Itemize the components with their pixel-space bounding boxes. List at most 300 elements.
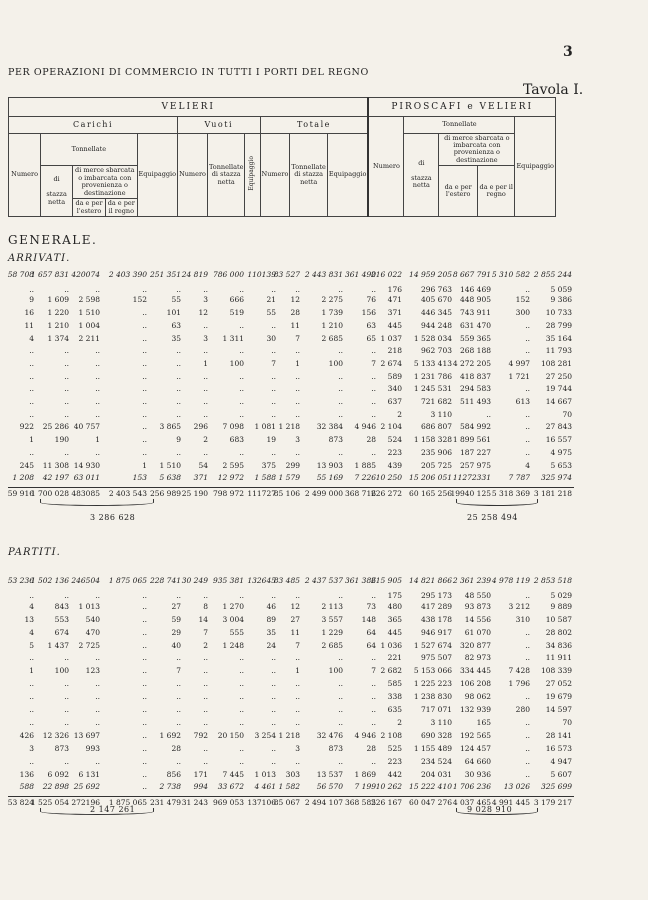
table-cell: 1 036 bbox=[380, 640, 402, 650]
table-cell: 1 525 054 bbox=[30, 798, 69, 808]
table-cell: 786 000 bbox=[212, 270, 244, 279]
table-cell: 27 bbox=[171, 601, 181, 611]
table-cell: 108 281 bbox=[540, 358, 572, 368]
table-cell: .. bbox=[64, 705, 69, 714]
table-cell: .. bbox=[203, 346, 208, 356]
table-row bbox=[0, 295, 648, 306]
table-cell: .. bbox=[64, 409, 69, 419]
table-cell: .. bbox=[142, 717, 147, 727]
table-cell: 442 bbox=[387, 769, 402, 779]
table-cell: 420074 bbox=[71, 270, 100, 279]
table-cell: 15 206 051 bbox=[409, 473, 452, 483]
arrivati-grand-carichi: 3 286 628 bbox=[90, 513, 136, 522]
sum-divider bbox=[8, 487, 574, 488]
table-cell: .. bbox=[142, 743, 147, 753]
table-cell: 4 997 bbox=[508, 358, 530, 368]
table-cell: .. bbox=[95, 397, 100, 406]
table-cell: .. bbox=[176, 409, 181, 419]
table-cell: .. bbox=[29, 679, 34, 689]
table-cell: 24 819 bbox=[181, 270, 208, 279]
table-cell: 12 bbox=[290, 601, 300, 611]
table-cell: 8 bbox=[203, 601, 208, 611]
table-cell: 4 037 465 bbox=[452, 798, 491, 808]
table-cell: 152 bbox=[132, 295, 147, 305]
table-cell: 28 799 bbox=[545, 320, 572, 330]
table-cell: 53 824 bbox=[7, 798, 34, 808]
table-cell: 1 875 065 bbox=[108, 798, 147, 808]
table-cell: 1 004 bbox=[78, 320, 100, 330]
table-cell: .. bbox=[64, 653, 69, 663]
table-cell: 417 289 bbox=[420, 601, 452, 611]
table-row bbox=[0, 628, 648, 639]
table-cell: 2 685 bbox=[321, 333, 343, 343]
table-cell: 4 461 bbox=[254, 782, 276, 792]
table-cell: 35 bbox=[171, 333, 181, 343]
table-cell: .. bbox=[176, 590, 181, 600]
table-cell: 7 bbox=[271, 358, 276, 368]
table-cell: .. bbox=[525, 653, 530, 663]
table-cell: 2 499 000 bbox=[304, 488, 343, 498]
table-cell: 1 158 328 bbox=[413, 435, 452, 445]
table-cell: 32 384 bbox=[316, 422, 343, 432]
table-cell: 28 bbox=[366, 435, 376, 445]
table-cell: 55 bbox=[171, 295, 181, 305]
table-cell: 2 bbox=[203, 640, 208, 650]
table-cell: 325 974 bbox=[540, 473, 572, 483]
table-row bbox=[0, 641, 648, 652]
table-cell: .. bbox=[29, 384, 34, 394]
table-cell: 296 763 bbox=[420, 284, 452, 294]
table-cell: 24 bbox=[266, 640, 276, 650]
table-cell: .. bbox=[203, 397, 208, 406]
table-row bbox=[0, 321, 648, 332]
table-cell: 56 570 bbox=[316, 782, 343, 792]
table-cell: .. bbox=[95, 371, 100, 381]
table-cell: .. bbox=[95, 679, 100, 689]
table-cell: .. bbox=[142, 333, 147, 343]
table-cell: .. bbox=[525, 692, 530, 702]
table-cell: .. bbox=[95, 346, 100, 356]
table-cell: 204 031 bbox=[420, 769, 452, 779]
table-cell: 1 502 136 bbox=[30, 576, 69, 585]
table-cell: 12 326 bbox=[42, 730, 69, 740]
header-numero-v: Numero bbox=[178, 133, 208, 217]
header-equipaggio-p: Equipaggio bbox=[515, 117, 556, 217]
table-cell: 6 131 bbox=[78, 769, 100, 779]
table-cell: .. bbox=[64, 358, 69, 368]
table-cell: .. bbox=[203, 371, 208, 381]
table-cell: 445 bbox=[387, 320, 402, 330]
table-cell: 216 022 bbox=[370, 270, 402, 279]
table-cell: .. bbox=[271, 346, 276, 356]
table-cell: .. bbox=[142, 782, 147, 792]
table-cell: 7 bbox=[371, 666, 376, 676]
table-cell: 944 248 bbox=[420, 320, 452, 330]
table-cell: 969 053 bbox=[212, 798, 244, 808]
table-cell: 721 682 bbox=[420, 397, 452, 406]
table-cell: .. bbox=[142, 447, 147, 457]
table-cell: 2 403 543 bbox=[108, 488, 147, 498]
header-numero-p: Numero bbox=[368, 117, 404, 217]
table-cell: 55 169 bbox=[316, 473, 343, 483]
table-cell: .. bbox=[64, 371, 69, 381]
table-cell: .. bbox=[203, 409, 208, 419]
table-cell: 25 190 bbox=[181, 488, 208, 498]
table-cell: 325 699 bbox=[540, 782, 572, 792]
table-cell: 10 733 bbox=[545, 308, 572, 318]
table-cell: 1 796 bbox=[508, 679, 530, 689]
table-cell: .. bbox=[142, 435, 147, 445]
table-row bbox=[0, 705, 648, 716]
table-cell: .. bbox=[295, 346, 300, 356]
table-cell: 152 bbox=[515, 295, 530, 305]
table-cell: .. bbox=[176, 705, 181, 714]
table-cell: 426 bbox=[19, 730, 34, 740]
table-cell: .. bbox=[176, 692, 181, 702]
table-cell: 60 165 256 bbox=[409, 488, 452, 498]
table-cell: 1 899 561 bbox=[452, 435, 491, 445]
table-cell: .. bbox=[176, 447, 181, 457]
table-cell: .. bbox=[271, 590, 276, 600]
column-header-table bbox=[8, 97, 556, 217]
table-cell: .. bbox=[239, 384, 244, 394]
table-cell: 922 bbox=[19, 422, 34, 432]
table-cell: 1 706 236 bbox=[452, 782, 491, 792]
table-cell: .. bbox=[295, 653, 300, 663]
table-cell: .. bbox=[95, 284, 100, 294]
table-cell: .. bbox=[203, 320, 208, 330]
table-cell: .. bbox=[525, 743, 530, 753]
table-cell: 34 836 bbox=[545, 640, 572, 650]
table-cell: 683 bbox=[229, 435, 244, 445]
table-cell: 7 bbox=[176, 666, 181, 676]
table-cell: 439 bbox=[387, 460, 402, 470]
table-row bbox=[0, 744, 648, 755]
table-cell: 98 062 bbox=[464, 692, 491, 702]
piroscafi-brace bbox=[456, 499, 538, 506]
table-cell: .. bbox=[142, 756, 147, 766]
header-equip-v bbox=[245, 133, 260, 217]
header-stazza-c: di stazza netta bbox=[41, 166, 73, 217]
table-cell: .. bbox=[271, 679, 276, 689]
table-cell: .. bbox=[95, 717, 100, 727]
table-cell: .. bbox=[142, 371, 147, 381]
table-cell: 32 476 bbox=[316, 730, 343, 740]
table-cell: 1 528 034 bbox=[413, 333, 452, 343]
table-cell: 375 bbox=[261, 460, 276, 470]
table-cell: 524 bbox=[387, 435, 402, 445]
table-cell: .. bbox=[95, 384, 100, 394]
table-cell: 64 bbox=[366, 640, 376, 650]
table-cell: .. bbox=[371, 284, 376, 294]
table-label: Tavola I. bbox=[523, 82, 584, 98]
table-cell: 1 bbox=[142, 460, 147, 470]
table-cell: .. bbox=[142, 601, 147, 611]
table-cell: .. bbox=[142, 384, 147, 394]
table-cell: 132645 bbox=[247, 576, 276, 585]
table-cell: 234 524 bbox=[420, 756, 452, 766]
table-cell: 1 037 bbox=[380, 333, 402, 343]
table-cell: 63 011 bbox=[73, 473, 100, 483]
table-cell: 5 310 582 bbox=[491, 270, 530, 279]
table-cell: .. bbox=[271, 705, 276, 714]
table-cell: 7 226 bbox=[354, 473, 376, 483]
table-cell: .. bbox=[142, 320, 147, 330]
table-cell: .. bbox=[338, 371, 343, 381]
table-cell: .. bbox=[371, 679, 376, 689]
table-cell: 1 374 bbox=[47, 333, 69, 343]
table-cell: 176 bbox=[387, 284, 402, 294]
table-cell: 873 bbox=[328, 743, 343, 753]
table-cell: 994 bbox=[193, 782, 208, 792]
table-cell: 223 bbox=[387, 447, 402, 457]
table-cell: 187 227 bbox=[459, 447, 491, 457]
table-cell: 9 386 bbox=[550, 295, 572, 305]
table-cell: .. bbox=[525, 447, 530, 457]
table-cell: 300 bbox=[515, 308, 530, 318]
table-cell: 89 bbox=[266, 614, 276, 624]
table-cell: .. bbox=[295, 371, 300, 381]
table-cell: 171 bbox=[193, 769, 208, 779]
table-row bbox=[0, 285, 648, 296]
table-cell: .. bbox=[271, 384, 276, 394]
table-cell: 2 361 239 bbox=[452, 576, 491, 585]
table-cell: 559 365 bbox=[459, 333, 491, 343]
table-cell: 16 573 bbox=[545, 743, 572, 753]
table-cell: 1 437 bbox=[47, 640, 69, 650]
table-cell: .. bbox=[95, 705, 100, 714]
table-cell: 856 bbox=[166, 769, 181, 779]
table-cell: 448 905 bbox=[459, 295, 491, 305]
table-cell: 5 653 bbox=[550, 460, 572, 470]
table-row bbox=[0, 757, 648, 768]
table-cell: 13 bbox=[24, 614, 34, 624]
table-cell: 1 225 223 bbox=[413, 679, 452, 689]
table-cell: .. bbox=[271, 284, 276, 294]
table-cell: .. bbox=[203, 384, 208, 394]
table-row bbox=[0, 346, 648, 357]
table-cell: .. bbox=[525, 409, 530, 419]
table-cell: .. bbox=[239, 397, 244, 406]
header-tonnellate-c: Tonnellate bbox=[41, 133, 137, 166]
table-cell: 83 485 bbox=[273, 576, 300, 585]
table-cell: 2 674 bbox=[380, 358, 402, 368]
table-cell: 11 bbox=[290, 627, 300, 637]
table-cell: 873 bbox=[328, 435, 343, 445]
table-cell: 16 bbox=[24, 308, 34, 318]
table-cell: .. bbox=[338, 692, 343, 702]
table-cell: 296 bbox=[193, 422, 208, 432]
table-cell: .. bbox=[525, 590, 530, 600]
table-cell: 4 991 445 bbox=[491, 798, 530, 808]
header-tonn-v: Tonnellate di stazza netta bbox=[207, 133, 244, 217]
table-cell: .. bbox=[371, 705, 376, 714]
table-cell: 15 222 410 bbox=[409, 782, 452, 792]
table-cell: 5 318 369 bbox=[491, 488, 530, 498]
table-cell: 480 bbox=[387, 601, 402, 611]
table-cell: 674 bbox=[54, 627, 69, 637]
table-cell: 3 212 bbox=[508, 601, 530, 611]
table-cell: .. bbox=[29, 705, 34, 714]
table-cell: 35 bbox=[266, 627, 276, 637]
table-cell: 686 807 bbox=[420, 422, 452, 432]
table-cell: 280 bbox=[515, 705, 530, 714]
table-cell: 7 bbox=[295, 333, 300, 343]
table-cell: .. bbox=[338, 705, 343, 714]
table-cell: 165 bbox=[476, 717, 491, 727]
table-cell: .. bbox=[176, 384, 181, 394]
table-cell: .. bbox=[29, 284, 34, 294]
table-cell: 3 bbox=[295, 435, 300, 445]
table-cell: 2 437 537 bbox=[304, 576, 343, 585]
table-cell: 2 113 bbox=[321, 601, 343, 611]
table-cell: 64 660 bbox=[464, 756, 491, 766]
table-cell: 2 853 518 bbox=[533, 576, 572, 585]
table-cell: .. bbox=[371, 717, 376, 727]
arrivati-label: ARRIVATI. bbox=[8, 253, 71, 264]
table-cell: .. bbox=[142, 308, 147, 318]
table-cell: .. bbox=[371, 409, 376, 419]
table-cell: .. bbox=[203, 447, 208, 457]
table-cell: 2 211 bbox=[78, 333, 100, 343]
table-cell: 946 917 bbox=[420, 627, 452, 637]
table-cell: 798 972 bbox=[212, 488, 244, 498]
table-cell: 5 bbox=[29, 640, 34, 650]
table-cell: .. bbox=[142, 692, 147, 702]
table-row bbox=[0, 308, 648, 319]
table-cell: 1 081 bbox=[254, 422, 276, 432]
table-cell: 13 537 bbox=[316, 769, 343, 779]
page-number: 3 bbox=[563, 44, 573, 60]
table-cell: 320 877 bbox=[459, 640, 491, 650]
table-cell: 553 bbox=[54, 614, 69, 624]
table-cell: .. bbox=[176, 397, 181, 406]
table-cell: .. bbox=[176, 358, 181, 368]
table-cell: 25 692 bbox=[73, 782, 100, 792]
table-cell: 1 739 bbox=[321, 308, 343, 318]
table-cell: 446 345 bbox=[420, 308, 452, 318]
table-cell: 338 bbox=[387, 692, 402, 702]
header-totale: Totale bbox=[260, 117, 368, 133]
table-cell: 10 262 bbox=[375, 782, 402, 792]
table-cell: .. bbox=[525, 730, 530, 740]
table-cell: .. bbox=[64, 679, 69, 689]
table-row bbox=[0, 718, 648, 729]
table-cell: 962 703 bbox=[420, 346, 452, 356]
table-cell: 14 959 205 bbox=[409, 270, 452, 279]
table-cell: .. bbox=[29, 371, 34, 381]
table-cell: .. bbox=[176, 679, 181, 689]
table-cell: .. bbox=[295, 705, 300, 714]
table-cell: .. bbox=[295, 397, 300, 406]
table-cell: .. bbox=[271, 371, 276, 381]
table-row bbox=[0, 731, 648, 742]
table-cell: 27 250 bbox=[545, 371, 572, 381]
table-cell: 1 bbox=[95, 435, 100, 445]
header-vuoti: Vuoti bbox=[178, 117, 260, 133]
table-cell: 1 218 bbox=[278, 422, 300, 432]
table-cell: 3 004 bbox=[222, 614, 244, 624]
table-cell: 334 445 bbox=[459, 666, 491, 676]
table-cell: .. bbox=[95, 358, 100, 368]
table-cell: .. bbox=[142, 614, 147, 624]
table-cell: 1 270 bbox=[222, 601, 244, 611]
table-cell: .. bbox=[142, 397, 147, 406]
table-row bbox=[0, 666, 648, 677]
header-numero-t: Numero bbox=[260, 133, 290, 217]
table-cell: .. bbox=[239, 409, 244, 419]
table-cell: 42 197 bbox=[42, 473, 69, 483]
table-cell: .. bbox=[371, 590, 376, 600]
table-cell: 76 bbox=[366, 295, 376, 305]
table-cell: .. bbox=[271, 666, 276, 676]
table-cell: .. bbox=[239, 653, 244, 663]
partiti-grand-piroscafi: 9 028 910 bbox=[467, 805, 513, 814]
table-cell: 22 898 bbox=[42, 782, 69, 792]
header-numero-c: Numero bbox=[9, 133, 41, 217]
table-cell: 11 308 bbox=[42, 460, 69, 470]
table-row bbox=[0, 448, 648, 459]
table-cell: 1 245 531 bbox=[413, 384, 452, 394]
table-cell: 215 905 bbox=[370, 576, 402, 585]
table-cell: .. bbox=[525, 756, 530, 766]
table-cell: 25 286 bbox=[42, 422, 69, 432]
table-row bbox=[0, 473, 648, 484]
header-estero-c: da e per l'estero bbox=[73, 199, 106, 217]
equipaggio-vertical-text: Equipaggio bbox=[248, 156, 256, 191]
table-cell: 30 249 bbox=[181, 576, 208, 585]
table-cell: .. bbox=[176, 346, 181, 356]
table-cell: .. bbox=[64, 447, 69, 457]
table-cell: .. bbox=[176, 653, 181, 663]
table-cell: .. bbox=[239, 346, 244, 356]
table-cell: 4 946 bbox=[354, 730, 376, 740]
table-cell: 1 210 bbox=[321, 320, 343, 330]
table-cell: .. bbox=[29, 409, 34, 419]
table-cell: .. bbox=[371, 756, 376, 766]
table-cell: 19 bbox=[266, 435, 276, 445]
table-cell: 3 110 bbox=[430, 717, 452, 727]
table-cell: 310 bbox=[515, 614, 530, 624]
table-cell: 110139 bbox=[247, 270, 276, 279]
table-cell: 1 692 bbox=[159, 730, 181, 740]
table-cell: 16 557 bbox=[545, 435, 572, 445]
header-equip-t: Equipaggio bbox=[327, 133, 368, 217]
table-cell: 1 311 bbox=[222, 333, 244, 343]
table-row bbox=[0, 372, 648, 383]
table-cell: 73 bbox=[366, 601, 376, 611]
table-cell: 5 029 bbox=[550, 590, 572, 600]
table-cell: .. bbox=[525, 320, 530, 330]
table-cell: .. bbox=[371, 384, 376, 394]
table-cell: 1 218 bbox=[278, 730, 300, 740]
table-cell: 368 585 bbox=[344, 798, 376, 808]
table-cell: 13 697 bbox=[73, 730, 100, 740]
table-cell: 226 167 bbox=[370, 798, 402, 808]
table-cell: 1 609 bbox=[47, 295, 69, 305]
table-cell: 27 052 bbox=[545, 679, 572, 689]
table-cell: 371 bbox=[193, 473, 208, 483]
table-cell: .. bbox=[142, 640, 147, 650]
table-cell: 792 bbox=[193, 730, 208, 740]
carichi-brace bbox=[40, 499, 154, 506]
table-cell: 14 821 866 bbox=[409, 576, 452, 585]
table-cell: 584 992 bbox=[459, 422, 491, 432]
table-cell: 743 911 bbox=[459, 308, 491, 318]
table-cell: 993 bbox=[85, 743, 100, 753]
table-cell: 19940 125 bbox=[450, 488, 491, 498]
table-cell: 175 bbox=[387, 590, 402, 600]
